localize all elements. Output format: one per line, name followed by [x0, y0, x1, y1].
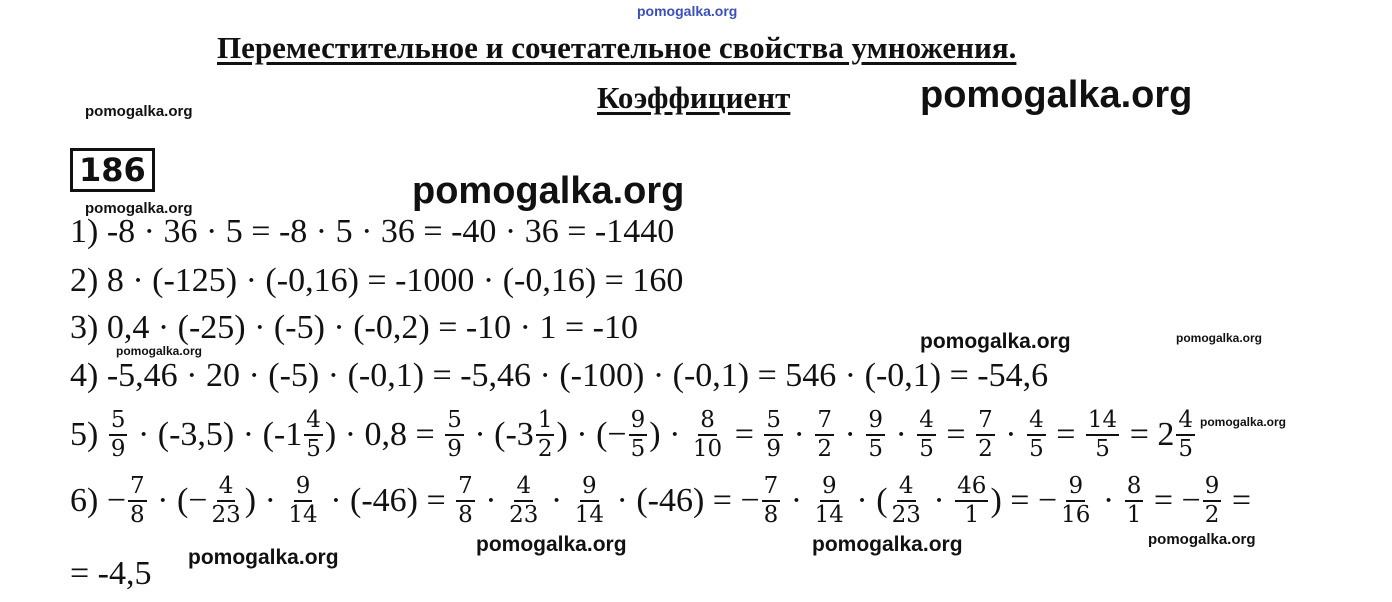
- text-part: 5): [70, 416, 107, 453]
- solution-text: 3) 0,4 · (-25) · (-5) · (-0,2) = -10 · 1 = -10: [70, 309, 639, 346]
- watermark-top: pomogalka.org: [637, 3, 738, 19]
- fraction: [1203, 474, 1222, 528]
- numerator: 46: [955, 474, 988, 502]
- numerator: 9: [580, 474, 599, 502]
- denominator: 5: [1178, 436, 1194, 462]
- fraction: [955, 474, 988, 528]
- solution-line-6: [70, 474, 1251, 528]
- text-part: =: [937, 416, 975, 453]
- watermark: pomogalka.org: [476, 533, 627, 556]
- watermark: pomogalka.org: [412, 170, 685, 212]
- denominator: 8: [458, 502, 473, 528]
- solution-text: 4) -5,46 · 20 · (-5) · (-0,1) = -5,46 · (-100) · (-0,1) = 546 · (-0,1) = -54,6: [70, 357, 1049, 394]
- watermark: pomogalka.org: [85, 200, 193, 217]
- denominator: 2: [978, 436, 993, 462]
- text-part: ·: [835, 416, 865, 453]
- numerator: 7: [456, 474, 475, 502]
- numerator: 4: [917, 408, 936, 436]
- numerator: 14: [1086, 408, 1119, 436]
- fraction: [917, 408, 936, 462]
- solution-line-2: [70, 257, 683, 305]
- fraction: [1086, 408, 1119, 462]
- text-part: ·: [782, 482, 811, 519]
- denominator: 5: [919, 436, 934, 462]
- fraction: [109, 408, 128, 462]
- numerator: 9: [294, 474, 313, 502]
- fraction: [1176, 408, 1195, 462]
- numerator: 4: [897, 474, 916, 502]
- watermark: pomogalka.org: [920, 330, 1071, 353]
- fraction: [507, 474, 540, 528]
- text-part: ·: [542, 482, 571, 519]
- text-part: ·: [1094, 482, 1123, 519]
- numerator: 5: [109, 408, 128, 436]
- denominator: 5: [868, 436, 883, 462]
- numerator: 4: [1176, 408, 1195, 436]
- denominator: 1: [964, 502, 980, 528]
- fraction: [209, 474, 242, 528]
- text-part: =: [726, 416, 763, 453]
- watermark: pomogalka.org: [85, 103, 193, 120]
- fraction: [1059, 474, 1092, 528]
- page-title: Переместительное и сочетательное свойства умножения.: [217, 30, 1017, 65]
- fraction: [813, 474, 846, 528]
- numerator: 5: [445, 408, 464, 436]
- numerator: 8: [1125, 474, 1144, 502]
- watermark: pomogalka.org: [116, 344, 203, 358]
- solution-text: 1) -8 · 36 · 5 = -8 · 5 · 36 = -40 · 36 = -1440: [70, 213, 675, 250]
- watermark: pomogalka.org: [812, 533, 963, 556]
- fraction: [1125, 474, 1144, 528]
- denominator: 9: [447, 436, 462, 462]
- numerator: 7: [762, 474, 781, 502]
- page-subtitle: Коэффициент: [597, 80, 791, 115]
- numerator: 7: [976, 408, 995, 436]
- solution-line-1: [70, 208, 674, 256]
- denominator: 2: [817, 436, 832, 462]
- text-part: = 2: [1121, 416, 1175, 453]
- denominator: 1: [1126, 502, 1142, 528]
- text-part: 6) −: [70, 482, 126, 519]
- numerator: 4: [514, 474, 533, 502]
- denominator: 5: [1029, 436, 1044, 462]
- denominator: 8: [763, 502, 779, 528]
- numerator: 1: [536, 408, 555, 436]
- fraction: [815, 408, 834, 462]
- solution-line-3: [70, 304, 638, 352]
- solution-text: = -4,5: [70, 555, 152, 592]
- denominator: 2: [537, 436, 553, 462]
- solution-line-4: [70, 352, 1048, 400]
- denominator: 10: [692, 436, 723, 462]
- text-part: · (−: [148, 482, 208, 519]
- numerator: 4: [217, 474, 236, 502]
- denominator: 23: [509, 502, 539, 528]
- watermark: pomogalka.org: [1200, 415, 1287, 429]
- text-part: · (: [847, 482, 888, 519]
- fraction: [1027, 408, 1046, 462]
- text-part: · (-46) = −: [608, 482, 760, 519]
- text-part: ·: [785, 416, 814, 453]
- text-part: ) ·: [244, 482, 285, 519]
- fraction: [976, 408, 995, 462]
- task-number: 186: [70, 148, 155, 192]
- fraction: [456, 474, 475, 528]
- fraction: [764, 408, 783, 462]
- watermark: pomogalka.org: [920, 74, 1193, 116]
- numerator: 7: [815, 408, 834, 436]
- denominator: 5: [1095, 436, 1110, 462]
- numerator: 4: [304, 408, 323, 436]
- fraction: [762, 474, 781, 528]
- numerator: 9: [1203, 474, 1222, 502]
- text-part: ) ·: [649, 416, 689, 453]
- fraction: [629, 408, 648, 462]
- numerator: 8: [698, 408, 717, 436]
- denominator: 14: [574, 502, 605, 528]
- fraction: [573, 474, 606, 528]
- numerator: 4: [1027, 408, 1046, 436]
- denominator: 14: [814, 502, 844, 528]
- text-part: =: [1047, 416, 1084, 453]
- text-part: ) = −: [990, 482, 1058, 519]
- solution-text: 2) 8 · (-125) · (-0,16) = -1000 · (-0,16) = 160: [70, 262, 684, 299]
- numerator: 5: [764, 408, 783, 436]
- numerator: 9: [1066, 474, 1085, 502]
- text-part: = −: [1145, 482, 1201, 519]
- fraction: [866, 408, 885, 462]
- fraction: [128, 474, 147, 528]
- fraction: [890, 474, 923, 528]
- solution-line-7: [70, 550, 152, 598]
- denominator: 16: [1061, 502, 1091, 528]
- denominator: 23: [891, 502, 921, 528]
- fraction: [445, 408, 464, 462]
- denominator: 9: [110, 436, 126, 462]
- text-part: ) · (−: [556, 416, 627, 453]
- numerator: 9: [629, 408, 648, 436]
- text-part: · (-46) =: [321, 482, 455, 519]
- denominator: 8: [130, 502, 145, 528]
- text-part: ·: [476, 482, 506, 519]
- fraction: [691, 408, 724, 462]
- text-part: · (-3: [465, 416, 534, 453]
- denominator: 14: [288, 502, 318, 528]
- fraction: [286, 474, 319, 528]
- watermark: pomogalka.org: [1176, 331, 1263, 345]
- denominator: 5: [630, 436, 646, 462]
- fraction: [536, 408, 555, 462]
- numerator: 7: [128, 474, 147, 502]
- watermark: pomogalka.org: [1148, 531, 1256, 548]
- solution-line-5: [70, 408, 1197, 462]
- text-part: ·: [886, 416, 916, 453]
- denominator: 5: [306, 436, 321, 462]
- text-part: ·: [996, 416, 1026, 453]
- text-part: · (-3,5) · (-1: [129, 416, 303, 453]
- denominator: 2: [1204, 502, 1220, 528]
- text-part: ·: [924, 482, 954, 519]
- text-part: ) · 0,8 =: [324, 416, 444, 453]
- text-part: =: [1223, 482, 1252, 519]
- numerator: 9: [866, 408, 885, 436]
- numerator: 9: [820, 474, 839, 502]
- watermark: pomogalka.org: [188, 546, 339, 569]
- fraction: [304, 408, 323, 462]
- denominator: 9: [766, 436, 782, 462]
- denominator: 23: [211, 502, 241, 528]
